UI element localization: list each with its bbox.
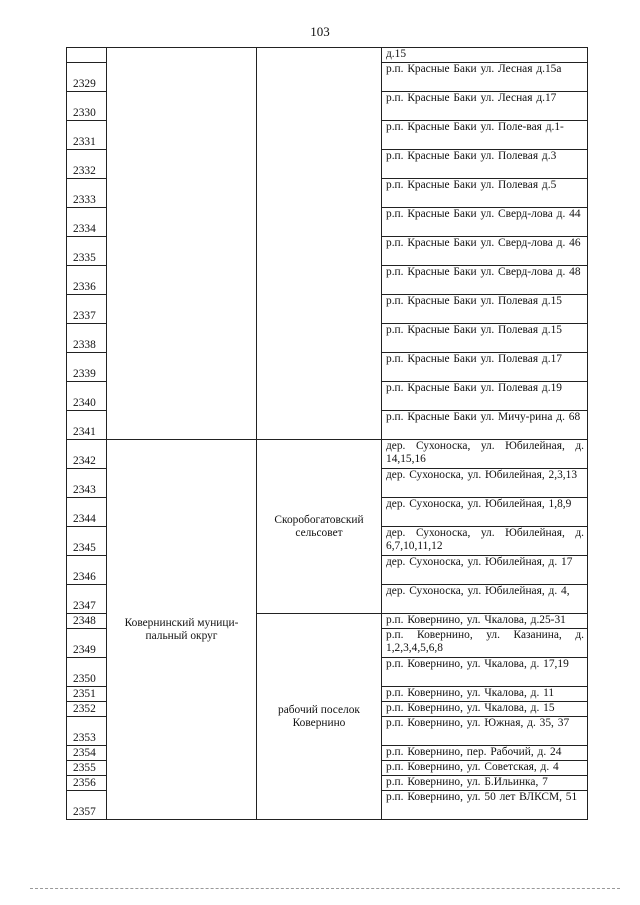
row-number: 2341 <box>67 411 107 440</box>
row-number <box>67 48 107 63</box>
address-cell: р.п. Красные Баки ул. Лесная д.17 <box>382 92 588 121</box>
row-number: 2351 <box>67 687 107 702</box>
row-number: 2353 <box>67 717 107 746</box>
address-cell: р.п. Красные Баки ул. Полевая д.5 <box>382 179 588 208</box>
address-cell: дер. Сухоноска, ул. Юбилейная, д. 14,15,16 <box>382 440 588 469</box>
row-number: 2339 <box>67 353 107 382</box>
address-cell: р.п. Красные Баки ул. Лесная д.15а <box>382 63 588 92</box>
row-number: 2354 <box>67 746 107 761</box>
row-number: 2337 <box>67 295 107 324</box>
row-number: 2334 <box>67 208 107 237</box>
address-cell: р.п. Ковернино, ул. Чкалова, д. 17,19 <box>382 658 588 687</box>
address-cell: р.п. Ковернино, ул. Чкалова, д.25-31 <box>382 614 588 629</box>
row-number: 2352 <box>67 702 107 717</box>
district-cell: Ковернинский муници-пальный округ <box>107 440 257 820</box>
district-cell <box>107 48 257 440</box>
address-cell: р.п. Красные Баки ул. Сверд-лова д. 46 <box>382 237 588 266</box>
row-number: 2346 <box>67 556 107 585</box>
address-cell: р.п. Красные Баки ул. Поле-вая д.1- <box>382 121 588 150</box>
address-cell: р.п. Ковернино, ул. Чкалова, д. 11 <box>382 687 588 702</box>
row-number: 2344 <box>67 498 107 527</box>
address-cell: р.п. Ковернино, ул. 50 лет ВЛКСМ, 51 <box>382 791 588 820</box>
address-cell: р.п. Ковернино, ул. Южная, д. 35, 37 <box>382 717 588 746</box>
row-number: 2349 <box>67 629 107 658</box>
row-number: 2343 <box>67 469 107 498</box>
address-cell: дер. Сухоноска, ул. Юбилейная, д. 6,7,10,11,12 <box>382 527 588 556</box>
address-cell: р.п. Красные Баки ул. Полевая д.3 <box>382 150 588 179</box>
address-cell: р.п. Красные Баки ул. Сверд-лова д. 44 <box>382 208 588 237</box>
address-cell: р.п. Ковернино, пер. Рабочий, д. 24 <box>382 746 588 761</box>
table-row <box>67 48 588 63</box>
row-number: 2357 <box>67 791 107 820</box>
address-cell: р.п. Ковернино, ул. Казанина, д. 1,2,3,4,5,6,8 <box>382 629 588 658</box>
address-cell: р.п. Красные Баки ул. Полевая д.19 <box>382 382 588 411</box>
address-cell: р.п. Красные Баки ул. Сверд-лова д. 48 <box>382 266 588 295</box>
address-cell: д.15 <box>382 48 588 63</box>
row-number: 2331 <box>67 121 107 150</box>
row-number: 2338 <box>67 324 107 353</box>
address-cell: р.п. Красные Баки ул. Полевая д.15 <box>382 324 588 353</box>
row-number: 2348 <box>67 614 107 629</box>
address-cell: дер. Сухоноска, ул. Юбилейная, 1,8,9 <box>382 498 588 527</box>
settlement-cell: Скоробогатовский сельсовет <box>257 440 382 614</box>
row-number: 2340 <box>67 382 107 411</box>
address-cell: р.п. Ковернино, ул. Чкалова, д. 15 <box>382 702 588 717</box>
scan-edge-artifact <box>30 888 620 890</box>
row-number: 2345 <box>67 527 107 556</box>
address-cell: дер. Сухоноска, ул. Юбилейная, д. 4, <box>382 585 588 614</box>
row-number: 2333 <box>67 179 107 208</box>
row-number: 2336 <box>67 266 107 295</box>
address-register-table <box>66 47 588 820</box>
address-cell: дер. Сухоноска, ул. Юбилейная, 2,3,13 <box>382 469 588 498</box>
address-cell: р.п. Ковернино, ул. Б.Ильинка, 7 <box>382 776 588 791</box>
row-number: 2355 <box>67 761 107 776</box>
row-number: 2356 <box>67 776 107 791</box>
row-number: 2342 <box>67 440 107 469</box>
row-number: 2329 <box>67 63 107 92</box>
row-number: 2332 <box>67 150 107 179</box>
address-cell: р.п. Ковернино, ул. Советская, д. 4 <box>382 761 588 776</box>
address-cell: р.п. Красные Баки ул. Мичу-рина д. 68 <box>382 411 588 440</box>
address-cell: дер. Сухоноска, ул. Юбилейная, д. 17 <box>382 556 588 585</box>
row-number: 2350 <box>67 658 107 687</box>
page-number: 103 <box>310 24 330 39</box>
address-cell: р.п. Красные Баки ул. Полевая д.15 <box>382 295 588 324</box>
row-number: 2330 <box>67 92 107 121</box>
row-number: 2347 <box>67 585 107 614</box>
settlement-cell <box>257 48 382 440</box>
settlement-cell: рабочий поселок Ковернино <box>257 614 382 820</box>
row-number: 2335 <box>67 237 107 266</box>
table-row <box>67 440 588 469</box>
address-cell: р.п. Красные Баки ул. Полевая д.17 <box>382 353 588 382</box>
